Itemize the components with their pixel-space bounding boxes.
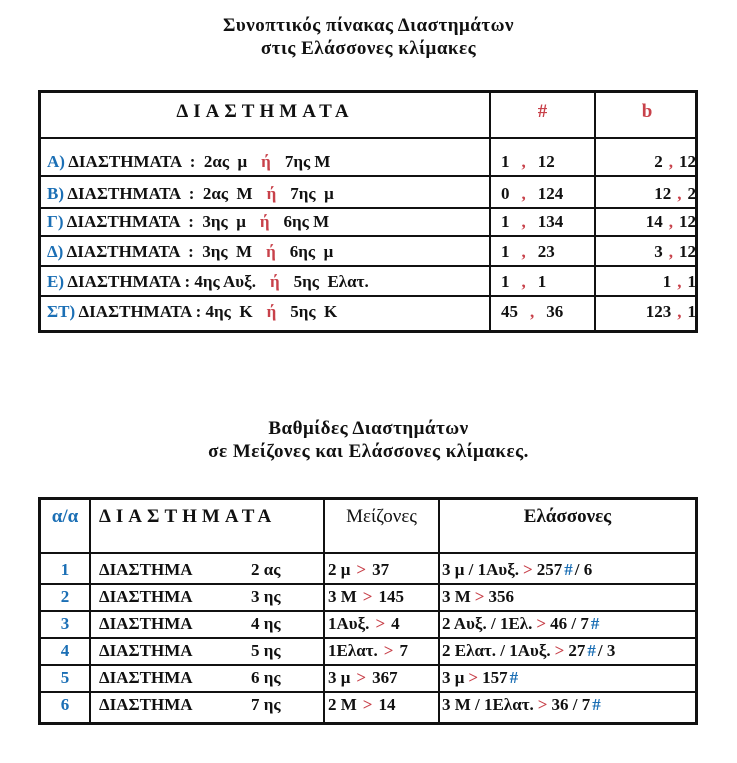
minor-interval: 2 Ελατ. / 1Αυξ.: [442, 641, 551, 660]
minor-degrees: 27: [568, 641, 586, 660]
row-number: 1: [60, 560, 70, 579]
table2-row: [41, 639, 695, 663]
flat-a: 12: [654, 184, 672, 203]
greater-than: >: [362, 587, 373, 606]
major-cell: [328, 639, 408, 663]
comma: ,: [530, 302, 535, 321]
major-cell: [328, 612, 400, 636]
sharp-symbol: #: [592, 695, 601, 714]
interval-label: [47, 209, 487, 235]
comma: ,: [677, 302, 682, 321]
interval-text-b: 6ης μ: [289, 242, 334, 261]
interval-word: ΔΙΑΣΤΗΜΑ: [99, 641, 193, 660]
table2-title-line1: Βαθμίδες Διαστημάτων: [268, 418, 469, 439]
comma: ,: [668, 212, 673, 231]
flat-b: 2: [687, 184, 696, 203]
table2-row: [41, 693, 695, 717]
major-interval: 2 Μ: [328, 695, 357, 714]
header-major: Μείζονες: [346, 506, 417, 527]
flat-cell: [601, 239, 696, 265]
sharp-a: 1: [501, 242, 510, 261]
minor-cell: [442, 585, 518, 609]
major-cell: [328, 693, 395, 717]
row-divider: [41, 295, 695, 297]
minor-interval: 3 μ / 1Αυξ.: [442, 560, 520, 579]
table1-title-line1: Συνοπτικός πίνακας Διαστημάτων: [222, 15, 515, 36]
greater-than: >: [356, 560, 367, 579]
header-intervals: ΔΙΑΣΤΗΜΑΤΑ: [99, 506, 277, 527]
header-minor: Ελάσσονες: [523, 506, 612, 527]
minor-degrees: 46 / 7: [550, 614, 589, 633]
header-index: α/α: [51, 506, 79, 527]
flat-b: 1: [687, 272, 696, 291]
interval-ordinal: 7 ης: [251, 695, 281, 714]
header-divider: [41, 137, 695, 139]
greater-than: >: [383, 641, 394, 660]
major-interval: 1Ελατ.: [328, 641, 378, 660]
major-interval: 3 Μ: [328, 587, 357, 606]
comma: ,: [521, 242, 526, 261]
sharp-b: 12: [537, 152, 555, 171]
table1-row: [41, 181, 695, 207]
interval-ordinal: 5 ης: [251, 641, 281, 660]
sharp-a: 45: [501, 302, 518, 321]
row-prefix: ΣΤ): [47, 302, 76, 321]
interval-text-a: ΔΙΑΣΤΗΜΑΤΑ : 4ης Κ: [78, 302, 253, 321]
interval-ordinal: 6 ης: [251, 668, 281, 687]
minor-degrees: 257: [536, 560, 563, 579]
header-flat: b: [641, 101, 653, 122]
table1-row: [41, 149, 695, 175]
flat-cell: [601, 209, 696, 235]
minor-cell: [442, 612, 601, 636]
interval-ordinal: 3 ης: [251, 587, 281, 606]
greater-than: >: [468, 668, 479, 687]
table2-title-line2: σε Μείζονες και Ελάσσονες κλίμακες.: [208, 441, 529, 462]
flat-cell: [601, 149, 696, 175]
row-number: 3: [60, 614, 70, 633]
comma: ,: [668, 242, 673, 261]
or-word: ή: [266, 242, 276, 261]
minor-degrees-extra: / 3: [597, 641, 616, 660]
minor-degrees: 157: [482, 668, 508, 687]
interval-ordinal: 4 ης: [251, 614, 281, 633]
interval-word: ΔΙΑΣΤΗΜΑ: [99, 668, 193, 687]
major-interval: 1Αυξ.: [328, 614, 370, 633]
greater-than: >: [362, 695, 373, 714]
interval-text-b: 6ης Μ: [283, 212, 330, 231]
major-cell: [328, 585, 404, 609]
table1-row: [41, 269, 695, 295]
comma: ,: [521, 184, 526, 203]
table2-row: [41, 585, 695, 609]
sharp-symbol: #: [590, 614, 600, 633]
major-interval: 2 μ: [328, 560, 351, 579]
major-cell: [328, 666, 398, 690]
table1-row: [41, 209, 695, 235]
sharp-b: 134: [537, 212, 564, 231]
sharp-a: 1: [501, 212, 510, 231]
greater-than: >: [356, 668, 367, 687]
minor-cell: [442, 639, 615, 663]
interval-label: [47, 181, 487, 207]
major-degrees: 37: [372, 560, 390, 579]
flat-b: 12: [679, 152, 696, 171]
row-prefix: Β): [47, 184, 64, 203]
or-word: ή: [261, 152, 271, 171]
comma: ,: [521, 212, 526, 231]
greater-than: >: [537, 695, 548, 714]
interval-word: ΔΙΑΣΤΗΜΑ: [99, 587, 193, 606]
row-divider: [41, 175, 695, 177]
interval-label: [47, 299, 487, 325]
interval-text-a: ΔΙΑΣΤΗΜΑΤΑ : 4ης Αυξ.: [67, 272, 256, 291]
sharp-b: 1: [537, 272, 547, 291]
interval-word: ΔΙΑΣΤΗΜΑ: [99, 560, 193, 579]
table1-row: [41, 299, 695, 325]
interval-label: [47, 239, 487, 265]
greater-than: >: [554, 641, 565, 660]
sharp-cell: [501, 239, 591, 265]
sharp-cell: [501, 269, 591, 295]
sharp-symbol: #: [587, 641, 596, 660]
header-intervals: ΔΙΑΣΤΗΜΑΤΑ: [176, 101, 354, 122]
table2-row: [41, 612, 695, 636]
flat-b: 12: [679, 212, 696, 231]
flat-a: 2: [654, 152, 663, 171]
sharp-cell: [501, 181, 591, 207]
flat-cell: [601, 299, 696, 325]
minor-cell: [442, 558, 592, 582]
minor-cell: [442, 666, 520, 690]
interval-text-a: ΔΙΑΣΤΗΜΑΤΑ : 3ης Μ: [66, 242, 253, 261]
interval-text-a: ΔΙΑΣΤΗΜΑΤΑ : 3ης μ: [66, 212, 246, 231]
row-number: 2: [60, 587, 70, 606]
header-sharp: #: [537, 101, 548, 122]
flat-a: 3: [654, 242, 663, 261]
row-number: 4: [60, 641, 70, 660]
interval-word: ΔΙΑΣΤΗΜΑ: [99, 614, 193, 633]
flat-b: 12: [679, 242, 696, 261]
row-number: 6: [60, 695, 70, 714]
major-degrees: 4: [391, 614, 400, 633]
comma: ,: [668, 152, 673, 171]
major-degrees: 367: [372, 668, 398, 687]
sharp-a: 0: [501, 184, 510, 203]
interval-text-a: ΔΙΑΣΤΗΜΑΤΑ : 2ας μ: [68, 152, 248, 171]
flat-a: 1: [662, 272, 672, 291]
flat-a: 123: [645, 302, 672, 321]
major-degrees: 14: [378, 695, 396, 714]
row-prefix: Δ): [47, 242, 64, 261]
interval-text-a: ΔΙΑΣΤΗΜΑΤΑ : 2ας Μ: [67, 184, 253, 203]
row-divider: [41, 265, 695, 267]
sharp-b: 23: [537, 242, 555, 261]
minor-interval: 3 Μ / 1Ελατ.: [442, 695, 534, 714]
or-word: ή: [266, 302, 277, 321]
table2-title: [0, 417, 737, 463]
sharp-symbol: #: [509, 668, 519, 687]
flat-b: 1: [687, 302, 696, 321]
minor-degrees: 36 / 7: [551, 695, 591, 714]
major-interval: 3 μ: [328, 668, 351, 687]
flat-cell: [601, 269, 696, 295]
row-prefix: Α): [47, 152, 65, 171]
comma: ,: [521, 152, 526, 171]
interval-text-b: 7ης μ: [290, 184, 334, 203]
table2-row: [41, 558, 695, 582]
sharp-cell: [501, 149, 591, 175]
table1-title: [0, 14, 737, 60]
greater-than: >: [474, 587, 485, 606]
sharp-b: 124: [537, 184, 564, 203]
or-word: ή: [266, 184, 277, 203]
sharp-a: 1: [501, 152, 510, 171]
sharp-cell: [501, 209, 591, 235]
interval-label: [47, 269, 487, 295]
minor-degrees: 356: [488, 587, 514, 606]
header-divider: [41, 552, 695, 554]
major-degrees: 145: [378, 587, 404, 606]
sharp-a: 1: [501, 272, 510, 291]
row-divider: [41, 235, 695, 237]
table2-row: [41, 666, 695, 690]
flat-a: 14: [645, 212, 663, 231]
minor-degrees-extra: / 6: [574, 560, 593, 579]
minor-interval: 3 Μ: [442, 587, 471, 606]
comma: ,: [677, 184, 682, 203]
or-word: ή: [259, 212, 270, 231]
row-prefix: Γ): [47, 212, 64, 231]
interval-text-b: 7ης Μ: [284, 152, 331, 171]
intervals-summary-table: [38, 90, 698, 333]
table1-row: [41, 239, 695, 265]
sharp-b: 36: [546, 302, 564, 321]
or-word: ή: [269, 272, 280, 291]
table1-title-line2: στις Ελάσσονες κλίμακες: [260, 38, 477, 59]
interval-text-b: 5ης Ελατ.: [293, 272, 369, 291]
minor-interval: 2 Αυξ. / 1Ελ.: [442, 614, 533, 633]
sharp-cell: [501, 299, 591, 325]
greater-than: >: [523, 560, 533, 579]
major-degrees: 7: [399, 641, 408, 660]
row-number: 5: [60, 668, 70, 687]
interval-label: [47, 149, 487, 175]
interval-degrees-table: [38, 497, 698, 725]
greater-than: >: [375, 614, 386, 633]
interval-ordinal: 2 ας: [251, 560, 281, 579]
minor-cell: [442, 693, 603, 717]
minor-interval: 3 μ: [442, 668, 465, 687]
greater-than: >: [536, 614, 547, 633]
interval-word: ΔΙΑΣΤΗΜΑ: [99, 695, 193, 714]
major-cell: [328, 558, 389, 582]
interval-text-b: 5ης Κ: [290, 302, 338, 321]
comma: ,: [521, 272, 526, 291]
sharp-symbol: #: [564, 560, 573, 579]
comma: ,: [677, 272, 682, 291]
row-prefix: Ε): [47, 272, 64, 291]
flat-cell: [601, 181, 696, 207]
